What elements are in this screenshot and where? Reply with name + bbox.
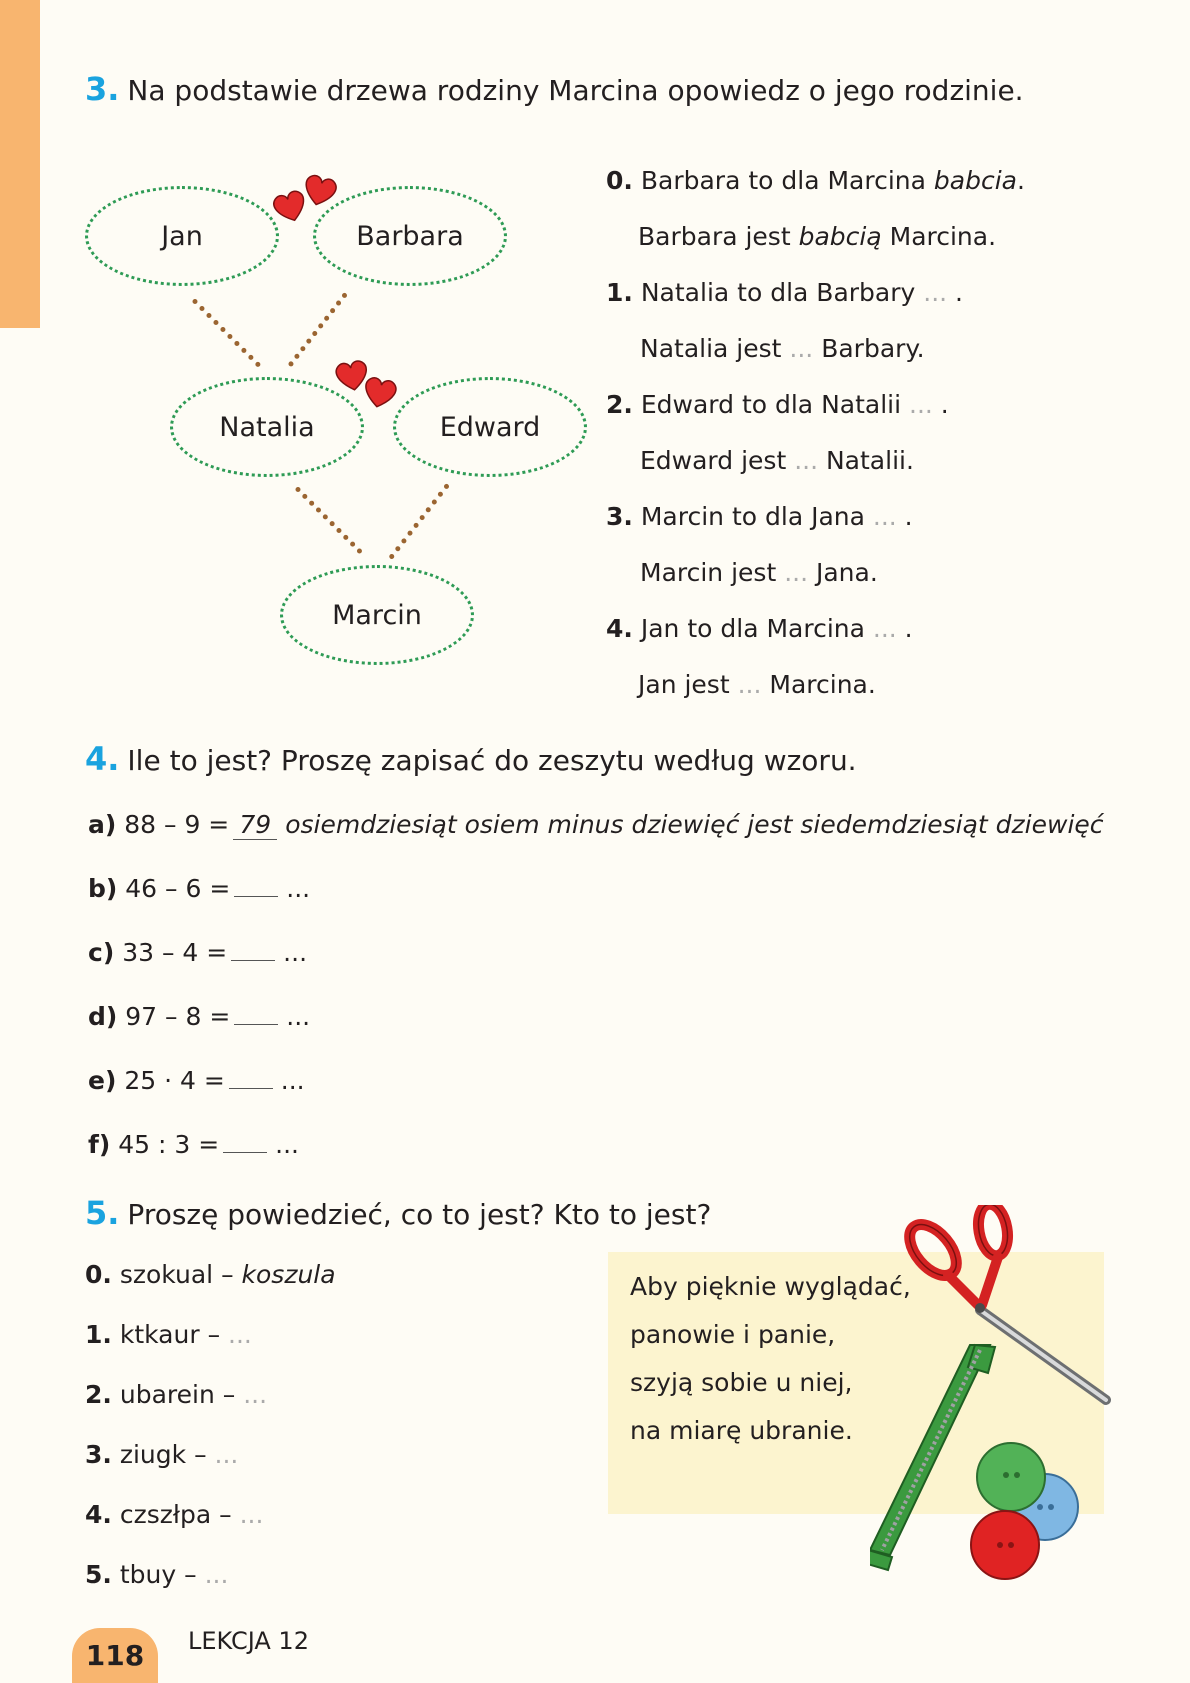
tree-node-barbara: Barbara xyxy=(313,186,507,286)
sentence: Natalia jest ... Barbary. xyxy=(640,334,925,363)
sentence: 1. Natalia to dla Barbary ... . xyxy=(606,278,963,307)
exercise-instruction: Proszę powiedzieć, co to jest? Kto to jest? xyxy=(127,1198,712,1231)
riddle-line: Aby pięknie wyglądać, xyxy=(630,1272,911,1301)
exercise-number: 5. xyxy=(85,1194,120,1232)
family-tree xyxy=(80,150,600,680)
anagram-item: 0. szokual – koszula xyxy=(85,1260,336,1289)
tree-node-marcin: Marcin xyxy=(280,565,474,665)
button-icon xyxy=(971,1511,1039,1579)
sentence: Marcin jest ... Jana. xyxy=(640,558,878,587)
sentence: 0. Barbara to dla Marcina babcia. xyxy=(606,166,1025,195)
riddle-line: panowie i panie, xyxy=(630,1320,836,1349)
heart-icon xyxy=(300,170,340,210)
sewing-illustration xyxy=(870,1205,1115,1585)
heart-icon xyxy=(360,372,400,412)
lesson-label: LEKCJA 12 xyxy=(188,1627,309,1655)
math-item: a) 88 – 9 = 79 osiemdziesiąt osiem minus dziewięć jest siedemdziesiąt dziewięć xyxy=(88,810,1104,839)
answer-blank xyxy=(234,874,278,897)
exercise-instruction: Na podstawie drzewa rodziny Marcina opowiedz o jego rodzinie. xyxy=(127,74,1024,107)
tree-connector xyxy=(294,486,363,555)
sentence: Barbara jest babcią Marcina. xyxy=(638,222,997,251)
math-item: c) 33 – 4 = ... xyxy=(88,938,308,967)
answer-blank xyxy=(234,1002,278,1025)
button-icon xyxy=(977,1443,1045,1511)
anagram-item: 4. czszłpa – ... xyxy=(85,1500,264,1529)
tree-node-natalia: Natalia xyxy=(170,377,364,477)
math-item: d) 97 – 8 = ... xyxy=(88,1002,311,1031)
exercise-5-heading xyxy=(85,1194,711,1232)
answer-blank xyxy=(231,938,275,961)
sentence: 2. Edward to dla Natalii ... . xyxy=(606,390,949,419)
tree-node-jan: Jan xyxy=(85,186,279,286)
answer-blank xyxy=(223,1130,267,1153)
sentence: 3. Marcin to dla Jana ... . xyxy=(606,502,913,531)
math-item: b) 46 – 6 = ... xyxy=(88,874,311,903)
math-item: e) 25 · 4 = ... xyxy=(88,1066,305,1095)
sentence: Edward jest ... Natalii. xyxy=(640,446,914,475)
riddle-line: szyją sobie u niej, xyxy=(630,1368,853,1397)
sentence: 4. Jan to dla Marcina ... . xyxy=(606,614,913,643)
anagram-item: 1. ktkaur – ... xyxy=(85,1320,252,1349)
exercise-number: 4. xyxy=(85,740,120,778)
scissors-icon xyxy=(901,1205,1106,1400)
tree-node-edward: Edward xyxy=(393,377,587,477)
exercise-4-heading xyxy=(85,740,857,778)
exercise-number: 3. xyxy=(85,70,120,108)
exercise-instruction: Ile to jest? Proszę zapisać do zeszytu według wzoru. xyxy=(127,744,857,777)
chapter-tab xyxy=(0,0,40,328)
anagram-item: 5. tbuy – ... xyxy=(85,1560,229,1589)
exercise-3-heading xyxy=(85,70,1024,108)
sentence: Jan jest ... Marcina. xyxy=(638,670,876,699)
tree-connector xyxy=(388,483,450,560)
anagram-item: 2. ubarein – ... xyxy=(85,1380,268,1409)
tree-connector xyxy=(191,298,261,368)
answer-blank xyxy=(229,1066,273,1089)
riddle-line: na miarę ubranie. xyxy=(630,1416,853,1445)
page-number: 118 xyxy=(72,1628,158,1683)
math-item: f) 45 : 3 = ... xyxy=(88,1130,299,1159)
anagram-item: 3. ziugk – ... xyxy=(85,1440,239,1469)
